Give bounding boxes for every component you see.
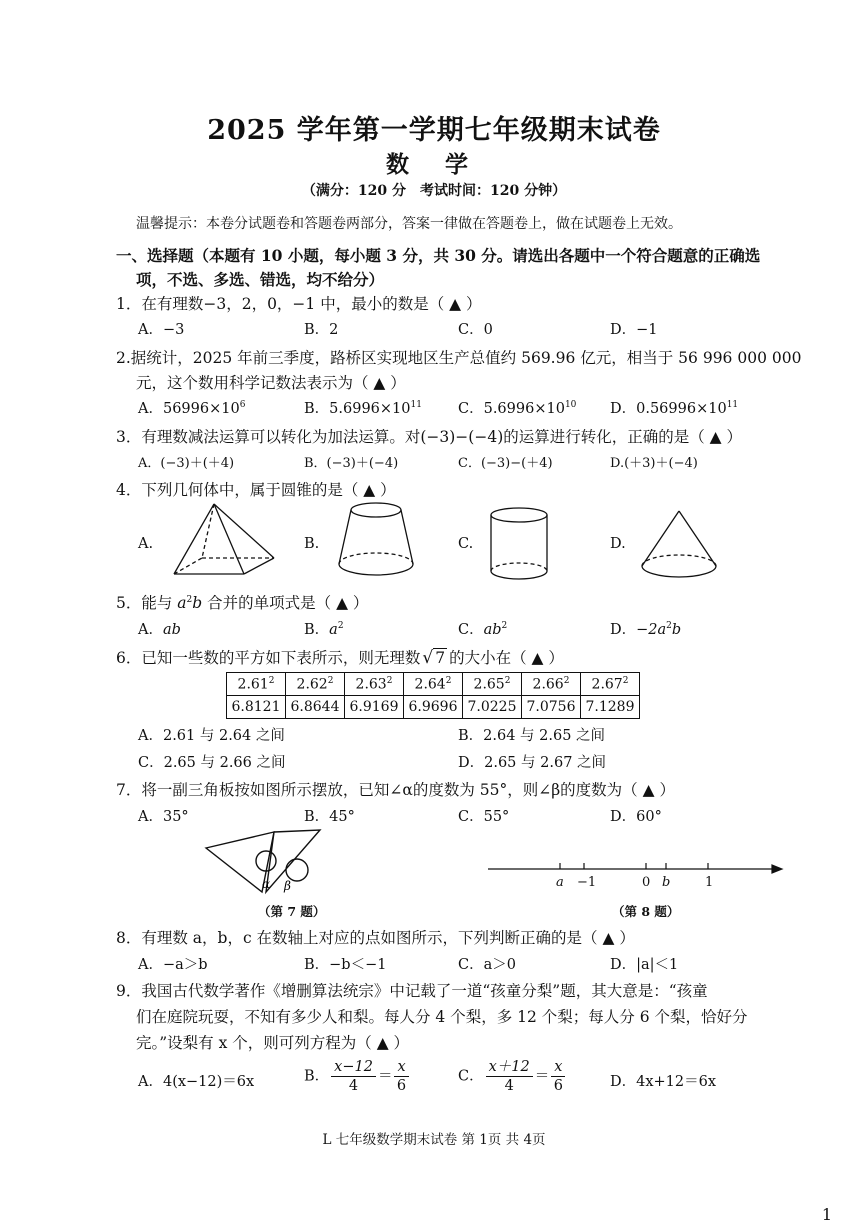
- table-row: [227, 696, 640, 719]
- exam-info: （满分：120 分 考试时间：120 分钟）: [301, 183, 567, 199]
- q8-option-a: A．−a＞b: [138, 957, 208, 973]
- q4-option-d-label: D.: [610, 536, 626, 552]
- axis-label-minus1: −1: [577, 875, 597, 890]
- table-cell: 2.64$^2$: [404, 673, 463, 696]
- table-cell: 7.0225: [463, 696, 522, 719]
- table-cell: 6.9696: [404, 696, 463, 719]
- q2-stem-line1: 2.据统计，2025 年前三季度，路桥区实现地区生产总值约 569.96 亿元，相当于 56 996 000 000: [116, 349, 802, 367]
- axis-label-1: 1: [705, 875, 714, 890]
- table-cell: 7.1289: [581, 696, 640, 719]
- axis-label-a: a: [556, 875, 564, 890]
- beta-label: β: [284, 879, 291, 893]
- q4-option-c-label: C.: [458, 536, 474, 552]
- table-cell: 2.66$^2$: [522, 673, 581, 696]
- frustum-figure: [334, 500, 418, 584]
- q8-option-c: C．a＞0: [458, 957, 516, 973]
- q9-option-d: D．4x+12＝6x: [610, 1074, 717, 1090]
- q4-option-b-label: B.: [304, 536, 320, 552]
- q6-stem: 6．已知一些数的平方如下表所示，则无理数 √ 7 的大小在（ ▲ ）: [116, 648, 564, 668]
- q9-option-c: C． $\frac{x+12}{4}$ ＝ $\frac{x}{6}$: [458, 1058, 567, 1095]
- table-cell: 7.0756: [522, 696, 581, 719]
- q7-option-b: B．45°: [304, 809, 355, 825]
- table-cell: 2.63$^2$: [345, 673, 404, 696]
- q3-option-b: B．(−3)＋(−4): [304, 456, 399, 471]
- axis-label-b: b: [662, 875, 671, 890]
- table-cell: 6.8644: [286, 696, 345, 719]
- q2-stem-line2: 元，这个数用科学记数法表示为（ ▲ ）: [136, 374, 406, 392]
- q2-option-b: B．$5.6996\times 10^{11}$: [304, 400, 422, 417]
- q8-option-b: B．−b＜−1: [304, 957, 387, 973]
- q6-option-d: D．2.65 与 2.67 之间: [458, 755, 607, 771]
- q9-stem-line3: 完。”设梨有 x 个，则可列方程为（ ▲ ）: [136, 1034, 410, 1052]
- axis-label-0: 0: [642, 875, 651, 890]
- q7-option-d: D．60°: [610, 809, 662, 825]
- number-line-figure: [486, 858, 786, 894]
- q7-caption: （第 7 题）: [258, 904, 326, 919]
- q7-stem: 7．将一副三角板按如图所示摆放，已知∠α的度数为 55°，则∠β的度数为（ ▲ ）: [116, 781, 675, 799]
- table-row: [227, 673, 640, 696]
- page-footer: L 七年级数学期末试卷 第 1页 共 4页: [322, 1132, 546, 1148]
- q8-stem: 8．有理数 a，b，c 在数轴上对应的点如图所示，下列判断正确的是（ ▲ ）: [116, 929, 635, 947]
- q9-option-a: A．4(x−12)＝6x: [138, 1074, 255, 1090]
- q5-option-b: B．$a^2$: [304, 621, 344, 638]
- cylinder-figure: [487, 505, 551, 585]
- q5-stem: 5．能与 $a^2b$ 合并的单项式是（ ▲ ）: [116, 594, 369, 612]
- q8-caption: （第 8 题）: [612, 904, 680, 919]
- table-cell: 6.8121: [227, 696, 286, 719]
- squares-table: [226, 672, 640, 719]
- q9-stem-line1: 9．我国古代数学著作《增删算法统宗》中记载了一道“孩童分梨”题，其大意是：“孩童: [116, 982, 708, 1000]
- q2-option-c: C．$5.6996\times 10^{10}$: [458, 400, 577, 417]
- q6-option-b: B．2.64 与 2.65 之间: [458, 728, 606, 744]
- subject-title: 数 学: [385, 151, 482, 178]
- q1-option-c: C．0: [458, 322, 493, 338]
- table-cell: 2.62$^2$: [286, 673, 345, 696]
- q3-option-a: A．(−3)＋(＋4): [138, 456, 235, 471]
- table-cell: 6.9169: [345, 696, 404, 719]
- pyramid-figure: [168, 500, 280, 580]
- set-squares-figure: [200, 826, 330, 896]
- q7-option-a: A．35°: [138, 809, 189, 825]
- q3-option-d: D.(＋3)＋(−4): [610, 456, 698, 471]
- exam-title: 2025 学年第一学期七年级期末试卷: [207, 115, 661, 146]
- table-cell: 2.65$^2$: [463, 673, 522, 696]
- q3-option-c: C．(−3)−(＋4): [458, 456, 553, 471]
- q1-option-d: D．−1: [610, 322, 658, 338]
- q1-option-b: B．2: [304, 322, 339, 338]
- q6-option-c: C．2.65 与 2.66 之间: [138, 755, 286, 771]
- warm-tip: 温馨提示：本卷分试题卷和答题卷两部分，答案一律做在答题卷上，做在试题卷上无效。: [136, 216, 682, 232]
- section-heading-line2: 项，不选、多选、错选，均不给分）: [136, 270, 385, 289]
- alpha-label: α: [262, 877, 271, 891]
- page-number: 1: [821, 1205, 832, 1224]
- q9-stem-line2: 们在庭院玩耍，不知有多少人和梨。每人分 4 个梨，多 12 个梨；每人分 6 个梨，恰好分: [136, 1008, 748, 1026]
- q5-option-c: C．$ab^2$: [458, 621, 508, 638]
- q6-option-a: A．2.61 与 2.64 之间: [138, 728, 285, 744]
- q5-option-a: A．ab: [138, 622, 181, 638]
- q2-option-a: A．$56996\times 10^6$: [138, 400, 246, 417]
- q4-stem: 4．下列几何体中，属于圆锥的是（ ▲ ）: [116, 481, 396, 499]
- section-heading-line1: 一、选择题（本题有 10 小题，每小题 3 分，共 30 分。请选出各题中一个符合题意的正确选: [116, 246, 761, 265]
- q1-stem: 1．在有理数−3，2，0，−1 中，最小的数是（ ▲ ）: [116, 295, 482, 313]
- q3-stem: 3．有理数减法运算可以转化为加法运算。对(−3)−(−4)的运算进行转化，正确的是（ ▲ ）: [116, 428, 743, 446]
- q2-option-d: D．$0.56996\times 10^{11}$: [610, 400, 739, 417]
- q9-option-b: B． $\frac{x-12}{4}$ ＝ $\frac{x}{6}$: [304, 1058, 411, 1095]
- table-cell: 2.67$^2$: [581, 673, 640, 696]
- q8-option-d: D．|a|＜1: [610, 957, 679, 973]
- q7-option-c: C．55°: [458, 809, 510, 825]
- table-cell: 2.61$^2$: [227, 673, 286, 696]
- q4-option-a-label: A.: [138, 536, 154, 552]
- cone-figure: [638, 508, 720, 584]
- q5-option-d: D．$-2a^2b$: [610, 621, 682, 638]
- q1-option-a: A．−3: [138, 322, 185, 338]
